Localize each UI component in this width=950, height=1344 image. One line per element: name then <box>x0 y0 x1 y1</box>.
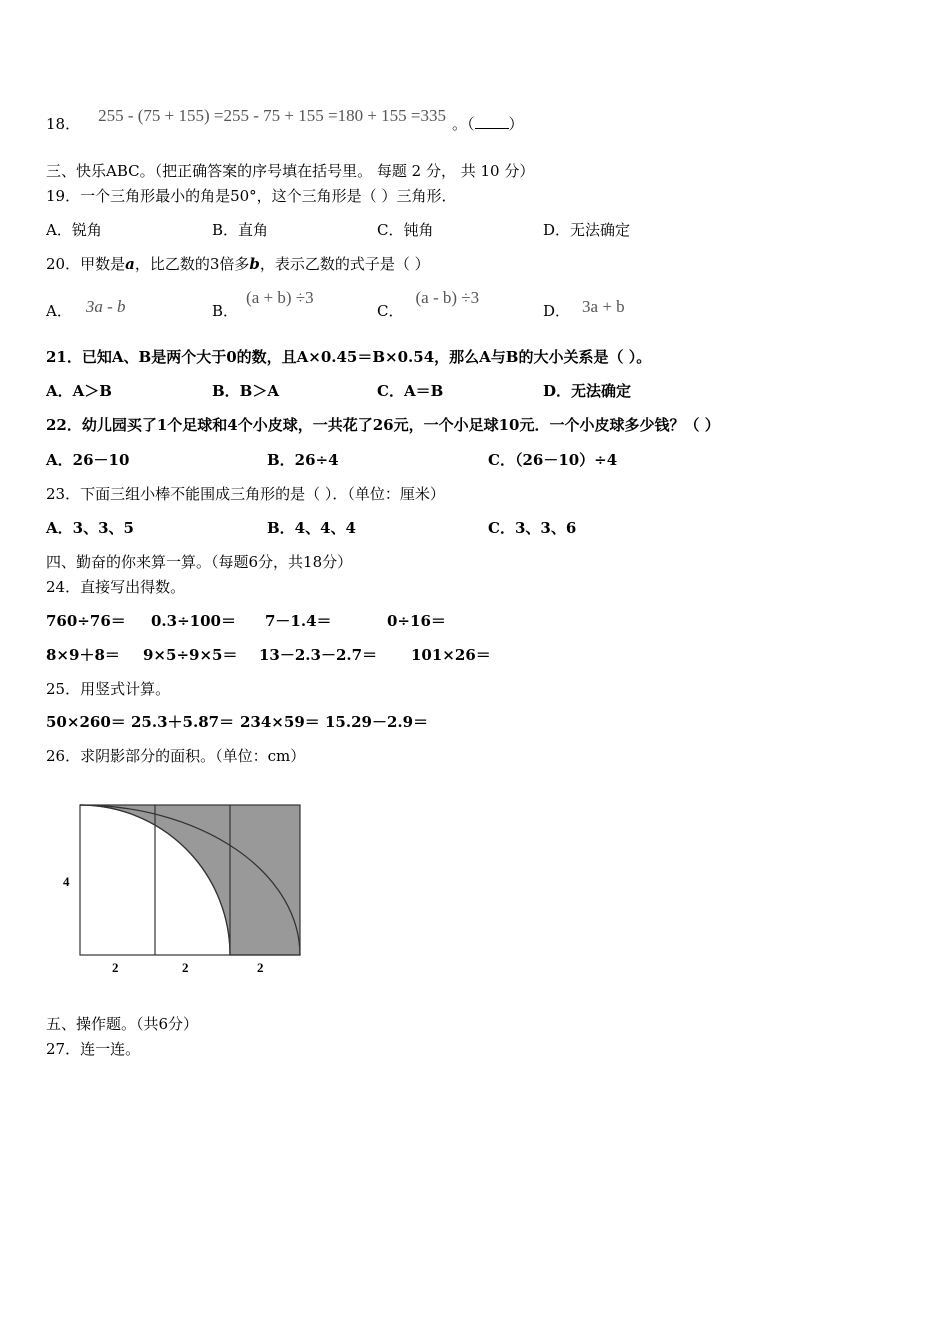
q24-r2-c1: 8×9＋8＝ <box>46 646 120 664</box>
q20-stem-mid: ，比乙数的3倍多 <box>134 255 250 273</box>
q23-stem: 23．下面三组小棒不能围成三角形的是（ ）．（单位：厘米） <box>46 485 445 503</box>
section5-heading: 五、操作题。（共6分） <box>46 1015 199 1033</box>
q20-option-c[interactable] <box>377 288 480 321</box>
q20-var-a: a <box>125 255 135 273</box>
section4-heading: 四、勤奋的你来算一算。（每题6分，共18分） <box>46 553 353 571</box>
q24-r1-c1: 760÷76＝ <box>46 612 126 630</box>
q25-c1: 50×260＝ <box>46 713 126 731</box>
q20-option-d-label: D． <box>543 302 571 320</box>
q26-width-label-3: 2 <box>257 960 264 975</box>
q21-option-a[interactable]: A．A＞B <box>46 382 112 400</box>
q19-option-d[interactable]: D．无法确定 <box>543 221 631 239</box>
q19-option-c[interactable]: C．钝角 <box>377 221 434 239</box>
q20-stem-suffix: ，表示乙数的式子是（ ） <box>259 255 430 273</box>
q26-figure <box>50 790 320 980</box>
q22-stem: 22．幼儿园买了1个足球和4个小皮球，一共花了26元，一个小足球10元．一个小皮球多少钱？（ ） <box>46 416 720 434</box>
q27-stem: 27．连一连。 <box>46 1040 141 1058</box>
q22-option-c[interactable]: C．（26－10）÷4 <box>488 451 618 469</box>
q20-option-c-expr: (a - b) ÷3 <box>415 288 480 307</box>
q26-width-label-2: 2 <box>182 960 189 975</box>
q21-option-c[interactable]: C．A＝B <box>377 382 444 400</box>
q20-option-d[interactable] <box>543 297 625 321</box>
q26-width-label-1: 2 <box>112 960 119 975</box>
q21-option-b[interactable]: B．B＞A <box>212 382 279 400</box>
q20-option-b-expr: (a + b) ÷3 <box>246 288 314 307</box>
q21-option-d[interactable]: D．无法确定 <box>543 382 632 400</box>
q20-var-b: b <box>249 255 260 273</box>
q23-option-a[interactable]: A．3、3、5 <box>46 519 134 537</box>
q26-height-label: 4 <box>63 874 70 889</box>
q23-option-c[interactable]: C．3、3、6 <box>488 519 577 537</box>
q18-answer-blank[interactable] <box>475 114 509 129</box>
q18-line <box>46 106 524 134</box>
q25-stem: 25．用竖式计算。 <box>46 680 171 698</box>
q18-suffix-end: ） <box>508 115 524 133</box>
q18-number: 18． <box>46 115 81 133</box>
q20-stem <box>46 254 430 274</box>
q20-option-a-label: A． <box>46 302 72 320</box>
q25-c4: 15.29－2.9＝ <box>325 713 429 731</box>
q26-stem: 26．求阴影部分的面积。（单位：cm） <box>46 747 306 765</box>
q25-c3: 234×59＝ <box>240 713 320 731</box>
q20-option-b-label: B． <box>212 302 239 320</box>
q19-option-a[interactable]: A．锐角 <box>46 221 102 239</box>
q18-suffix: 。（ <box>452 115 475 133</box>
q20-option-b[interactable] <box>212 288 314 321</box>
q18-expression: 255 - (75 + 155) =255 - 75 + 155 =180 + 155 =335 <box>98 106 447 125</box>
q20-option-a-expr: 3a - b <box>85 297 126 316</box>
q21-stem: 21．已知A、B是两个大于0的数，且A×0.45＝B×0.54，那么A与B的大小关系是（ ）。 <box>46 348 652 366</box>
q24-r2-c3: 13－2.3－2.7＝ <box>259 646 378 664</box>
q24-r2-c2: 9×5÷9×5＝ <box>143 646 238 664</box>
q25-c2: 25.3＋5.87＝ <box>131 713 235 731</box>
q19-stem: 19．一个三角形最小的角是50°，这个三角形是（ ）三角形． <box>46 187 457 205</box>
q24-r2-c4: 101×26＝ <box>411 646 491 664</box>
q19-option-b[interactable]: B．直角 <box>212 221 269 239</box>
q24-r1-c4: 0÷16＝ <box>387 612 446 630</box>
q22-option-b[interactable]: B．26÷4 <box>267 451 339 469</box>
section3-heading: 三、快乐ABC。（把正确答案的序号填在括号里。 每题 2 分， 共 10 分） <box>46 162 535 180</box>
q24-r1-c2: 0.3÷100＝ <box>151 612 236 630</box>
q20-stem-prefix: 20．甲数是 <box>46 255 126 273</box>
q20-option-c-label: C． <box>377 302 404 320</box>
q22-option-a[interactable]: A．26－10 <box>46 451 130 469</box>
q24-stem: 24．直接写出得数。 <box>46 578 186 596</box>
q23-option-b[interactable]: B．4、4、4 <box>267 519 356 537</box>
q20-option-d-expr: 3a + b <box>582 297 625 316</box>
q24-r1-c3: 7－1.4＝ <box>265 612 332 630</box>
q20-option-a[interactable] <box>46 297 126 321</box>
